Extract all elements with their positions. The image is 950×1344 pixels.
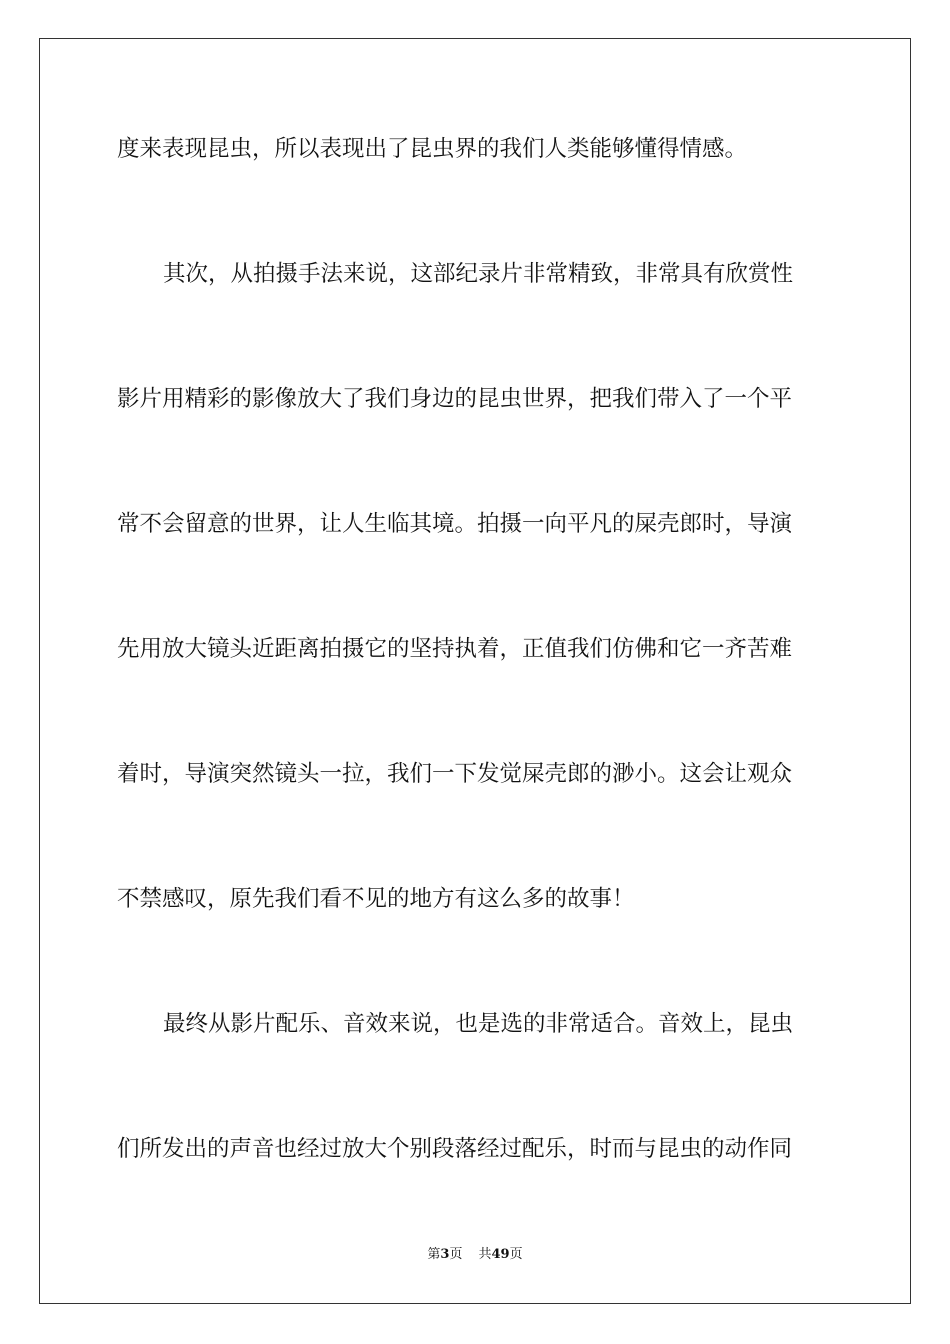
page-prefix: 第 <box>427 1247 441 1262</box>
text-line-8: 最终从影片配乐、音效来说，也是选的非常适合。音效上，昆虫 <box>163 1011 794 1037</box>
text-line-7: 不禁感叹，原先我们看不见的地方有这么多的故事！ <box>117 886 635 912</box>
text-line-1: 度来表现昆虫，所以表现出了昆虫界的我们人类能够懂得情感。 <box>117 136 748 162</box>
text-line-3: 影片用精彩的影像放大了我们身边的昆虫世界，把我们带入了一个平 <box>117 386 793 412</box>
text-line-5: 先用放大镜头近距离拍摄它的坚持执着，正值我们仿佛和它一齐苦难 <box>117 636 793 662</box>
text-line-6: 着时，导演突然镜头一拉，我们一下发觉屎壳郎的渺小。这会让观众 <box>117 761 793 787</box>
text-line-2: 其次，从拍摄手法来说，这部纪录片非常精致，非常具有欣赏性 <box>163 261 794 287</box>
page-footer <box>0 1246 950 1264</box>
text-line-9: 们所发出的声音也经过放大个别段落经过配乐，时而与昆虫的动作同 <box>117 1136 793 1162</box>
total-suffix: 页 <box>509 1247 523 1262</box>
current-page-number: 3 <box>440 1247 450 1262</box>
page-border <box>39 38 911 1304</box>
total-pages-number: 49 <box>491 1247 510 1262</box>
text-line-4: 常不会留意的世界，让人生临其境。拍摄一向平凡的屎壳郎时，导演 <box>117 511 793 537</box>
page-suffix: 页 <box>449 1247 463 1262</box>
total-prefix: 共 <box>478 1247 492 1262</box>
